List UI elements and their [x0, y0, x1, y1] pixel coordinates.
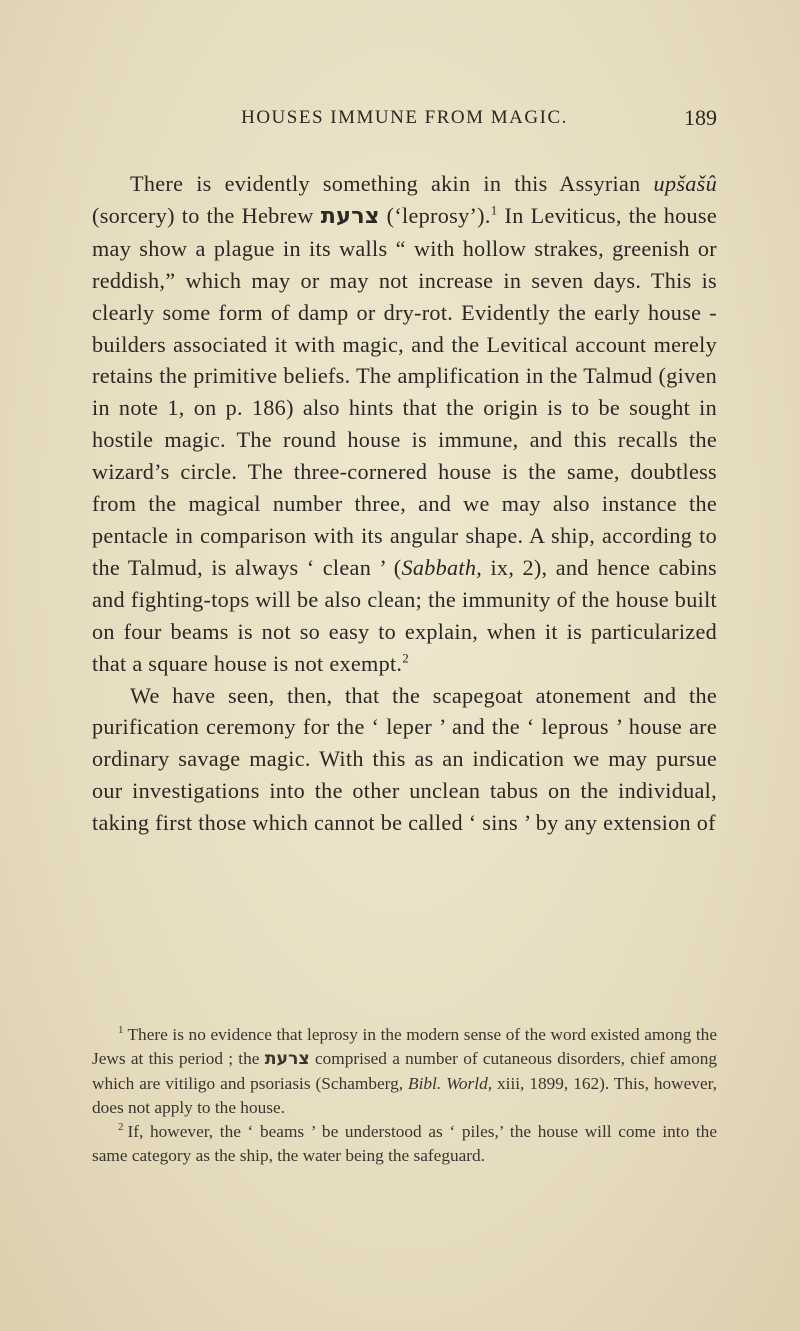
italic-term-upsasu: upšašû	[653, 171, 717, 196]
text-run: (‘leprosy’).	[379, 202, 491, 228]
hebrew-word: צרעת	[264, 1049, 310, 1070]
footnote-mark-2: 2	[118, 1121, 124, 1134]
text-run: There is evidently something akin in this Assyrian	[130, 171, 654, 196]
page-number: 189	[684, 105, 717, 130]
text-run: In Leviticus, the house may show a plague in its walls “ with hollow strakes, greenish or reddish,” which may or may not increase in seven days. This is clearly some form of damp or dry-rot. Evidently the early house - builders associated it with magic, and the Levitical account merely retains the primitive beliefs. The amplification in the Talmud (given in note 1, on p. 186) also hints that the origin is to be sought in hostile magic. The round house is immune, and this recalls the wizard’s circle. The three-cornered house is the same, doubtless from the magical number three, and we may also instance the pentacle in comparison with its angular shape. A ship, according to the Talmud, is always ‘ clean ’ (	[92, 202, 717, 580]
text-run: There is no evidence that leprosy in the modern sense of the word existed among the Jews at this period ; the	[92, 1025, 717, 1069]
footnote-ref-1[interactable]: 1	[490, 202, 498, 218]
text-run: ix, 2), and hence cabins and fighting-tops will be also clean; the immunity of the house built on four beams is not so easy to explain, when it is particularized that a square house is not exempt.	[92, 554, 717, 676]
running-title: HOUSES IMMUNE FROM MAGIC.	[241, 107, 568, 128]
text-run: If, however, the ‘ beams ’ be understood as ‘ piles,’ the house will come into the same category as the ship, the water being the safeguard.	[92, 1122, 717, 1166]
footnote-2	[92, 1120, 717, 1169]
footnotes	[92, 1023, 717, 1169]
italic-journal-title: Bibl. World,	[408, 1073, 493, 1093]
page-header	[92, 107, 717, 137]
text-run: xiii, 1899, 162). This, however, does not apply to the house.	[92, 1073, 717, 1117]
paragraph-1	[92, 168, 717, 680]
paragraph-2: We have seen, then, that the scapegoat atonement and the purification ceremony for the ‘ leper ’ and the ‘ leprous ’ house are ordinary savage magic. With this as an indication we may pursue our investigations into the other unclean tabus on the individual, taking first those which cannot be called ‘ sins ’ by any extension of	[92, 682, 717, 836]
text-run: comprised a number of cutaneous disorders, chief among which are vitiligo and psoriasis (Schamberg,	[92, 1049, 717, 1093]
footnote-mark-1: 1	[118, 1024, 124, 1037]
text-run: (sorcery) to the Hebrew	[92, 202, 321, 228]
footnote-1	[92, 1023, 717, 1120]
hebrew-word: צרעת	[320, 202, 380, 229]
italic-citation-sabbath: Sabbath,	[401, 554, 483, 580]
body-text	[92, 168, 717, 839]
footnote-ref-2[interactable]: 2	[402, 650, 410, 666]
